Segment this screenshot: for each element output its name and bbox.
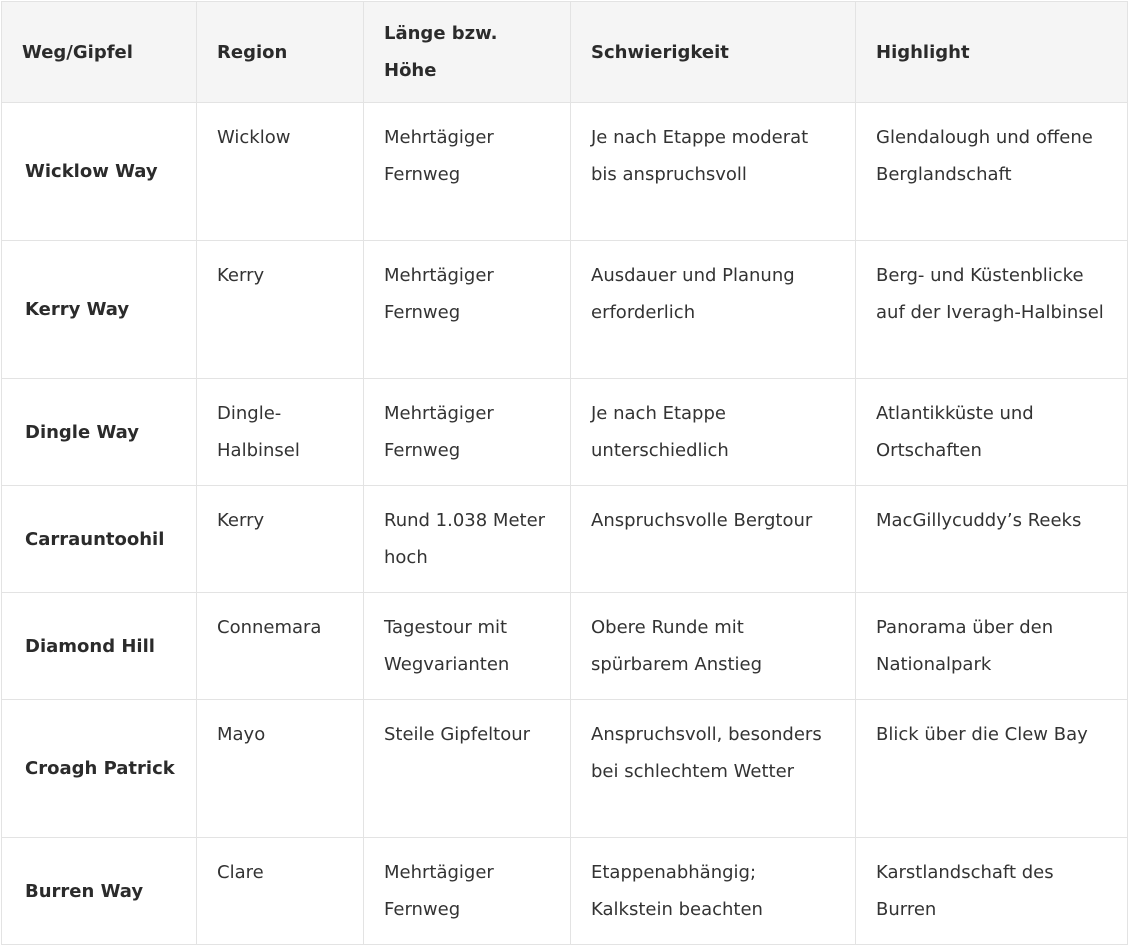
cell-highlight: MacGillycuddy’s Reeks [856,486,1128,593]
cell-length: Mehrtägiger Fernweg [364,103,571,241]
cell-region: Wicklow [197,103,364,241]
table-row [2,486,1128,593]
cell-difficulty: Ausdauer und Planung erforderlich [571,241,856,379]
cell-region: Kerry [197,486,364,593]
cell-difficulty: Je nach Etappe unterschiedlich [571,379,856,486]
cell-region: Connemara [197,593,364,700]
cell-name: Croagh Patrick [2,700,197,838]
cell-length: Steile Gipfeltour [364,700,571,838]
cell-highlight: Karstlandschaft des Burren [856,838,1128,945]
cell-length: Mehrtägiger Fernweg [364,838,571,945]
cell-region: Mayo [197,700,364,838]
cell-name: Dingle Way [2,379,197,486]
trails-table [1,1,1128,945]
cell-highlight: Panorama über den Nationalpark [856,593,1128,700]
cell-length: Rund 1.038 Meter hoch [364,486,571,593]
header-schwierigkeit: Schwierigkeit [571,2,856,103]
table-body [2,103,1128,945]
cell-region: Dingle-Halbinsel [197,379,364,486]
table-row [2,593,1128,700]
cell-region: Kerry [197,241,364,379]
cell-difficulty: Je nach Etappe moderat bis anspruchsvoll [571,103,856,241]
table-row [2,838,1128,945]
cell-highlight: Atlantikküste und Ortschaften [856,379,1128,486]
cell-highlight: Blick über die Clew Bay [856,700,1128,838]
header-weg-gipfel: Weg/Gipfel [2,2,197,103]
cell-difficulty: Etappenabhängig; Kalkstein beachten [571,838,856,945]
cell-name: Wicklow Way [2,103,197,241]
header-highlight: Highlight [856,2,1128,103]
table-row [2,379,1128,486]
cell-region: Clare [197,838,364,945]
table-row [2,241,1128,379]
header-row [2,2,1128,103]
cell-highlight: Berg- und Küstenblicke auf der Iveragh-Halbinsel [856,241,1128,379]
cell-difficulty: Obere Runde mit spürbarem Anstieg [571,593,856,700]
cell-name: Burren Way [2,838,197,945]
header-region: Region [197,2,364,103]
cell-length: Tagestour mit Wegvarianten [364,593,571,700]
table-header [2,2,1128,103]
cell-name: Diamond Hill [2,593,197,700]
cell-name: Kerry Way [2,241,197,379]
cell-name: Carrauntoohil [2,486,197,593]
cell-difficulty: Anspruchsvolle Bergtour [571,486,856,593]
header-laenge-hoehe: Länge bzw. Höhe [364,2,571,103]
cell-difficulty: Anspruchsvoll, besonders bei schlechtem Wetter [571,700,856,838]
table-row [2,700,1128,838]
cell-length: Mehrtägiger Fernweg [364,379,571,486]
table-row [2,103,1128,241]
cell-length: Mehrtägiger Fernweg [364,241,571,379]
cell-highlight: Glendalough und offene Berglandschaft [856,103,1128,241]
